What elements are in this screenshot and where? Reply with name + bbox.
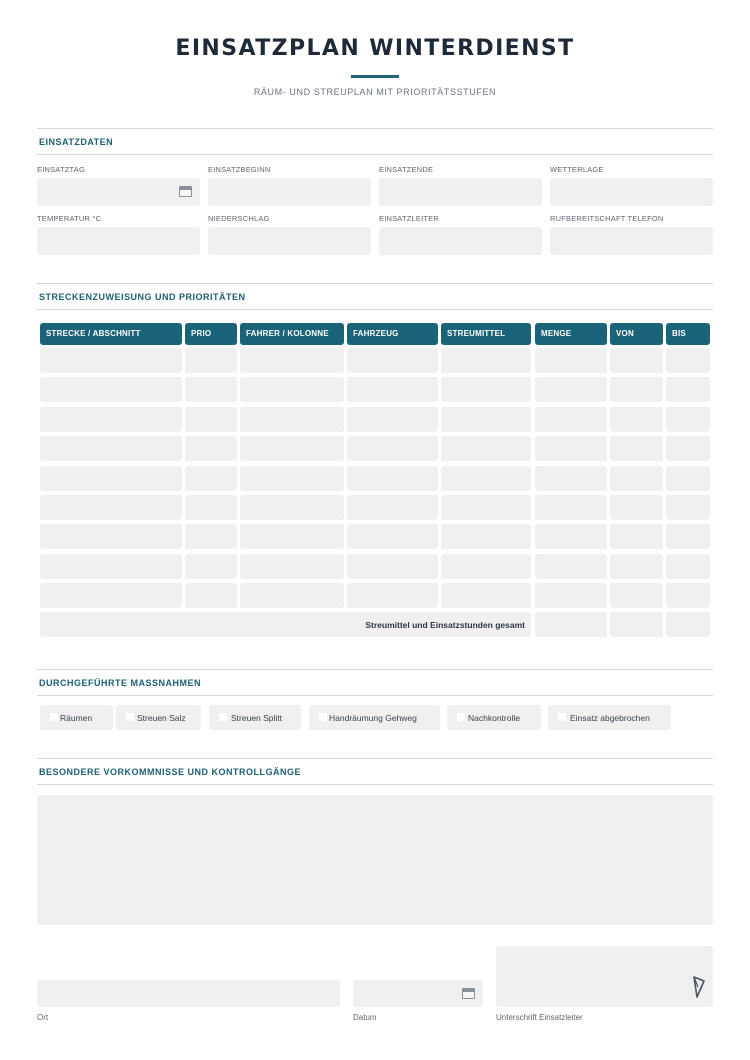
ort-field[interactable] — [37, 980, 340, 1007]
table-cell-fahrer[interactable] — [240, 583, 344, 608]
column-header-von: VON — [610, 323, 663, 345]
vorkommnisse-textarea[interactable] — [37, 795, 713, 925]
table-cell-menge[interactable] — [535, 466, 607, 491]
table-cell-prio[interactable] — [185, 436, 237, 461]
checkbox-label: Streuen Salz — [137, 713, 186, 723]
table-cell-menge[interactable] — [535, 436, 607, 461]
table-cell-prio[interactable] — [185, 554, 237, 579]
table-cell-von[interactable] — [610, 407, 663, 432]
table-cell-bis[interactable] — [666, 348, 710, 373]
total-label: Streumittel und Einsatzstunden gesamt — [40, 612, 531, 637]
total-cell-menge[interactable] — [535, 612, 607, 637]
table-cell-menge[interactable] — [535, 407, 607, 432]
table-cell-von[interactable] — [610, 524, 663, 549]
table-cell-streumittel[interactable] — [441, 524, 531, 549]
table-cell-strecke[interactable] — [40, 495, 182, 520]
table-cell-fahrzeug[interactable] — [347, 348, 438, 373]
checkbox-box[interactable] — [558, 713, 566, 721]
table-cell-strecke[interactable] — [40, 348, 182, 373]
table-cell-von[interactable] — [610, 466, 663, 491]
table-cell-fahrer[interactable] — [240, 524, 344, 549]
wetterlage-field[interactable] — [550, 178, 713, 206]
einsatzleiter-field[interactable] — [379, 227, 542, 255]
table-cell-fahrzeug[interactable] — [347, 583, 438, 608]
document-subtitle: RÄUM- UND STREUPLAN MIT PRIORITÄTSSTUFEN — [253, 87, 497, 97]
table-cell-fahrzeug[interactable] — [347, 466, 438, 491]
document-title: EINSATZPLAN WINTERDIENST — [175, 36, 575, 61]
wetterlage-label: WETTERLAGE — [550, 165, 604, 174]
table-cell-bis[interactable] — [666, 524, 710, 549]
checkbox-box[interactable] — [126, 713, 134, 721]
table-cell-bis[interactable] — [666, 377, 710, 402]
checkbox-label: Räumen — [60, 713, 93, 723]
table-cell-fahrer[interactable] — [240, 436, 344, 461]
section-heading: DURCHGEFÜHRTE MASSNAHMEN — [39, 678, 201, 688]
table-cell-menge[interactable] — [535, 348, 607, 373]
table-cell-streumittel[interactable] — [441, 495, 531, 520]
datum-label: Datum — [353, 1013, 377, 1022]
niederschlag-field[interactable] — [208, 227, 371, 255]
checkbox-handraeumung-gehweg[interactable] — [309, 705, 440, 730]
table-cell-menge[interactable] — [535, 377, 607, 402]
niederschlag-label: NIEDERSCHLAG — [208, 214, 270, 223]
section-vorkommnisse — [37, 758, 713, 785]
table-cell-strecke[interactable] — [40, 377, 182, 402]
table-cell-streumittel[interactable] — [441, 348, 531, 373]
table-cell-prio[interactable] — [185, 524, 237, 549]
table-cell-von[interactable] — [610, 436, 663, 461]
calendar-icon[interactable] — [462, 988, 475, 999]
temperatur-field[interactable] — [37, 227, 200, 255]
table-cell-strecke[interactable] — [40, 466, 182, 491]
table-cell-strecke[interactable] — [40, 407, 182, 432]
table-cell-von[interactable] — [610, 377, 663, 402]
table-cell-fahrer[interactable] — [240, 407, 344, 432]
temperatur-label: TEMPERATUR °C — [37, 214, 102, 223]
column-header-menge: MENGE — [535, 323, 607, 345]
table-cell-fahrzeug[interactable] — [347, 377, 438, 402]
title-underline — [351, 75, 399, 78]
checkbox-label: Einsatz abgebrochen — [570, 713, 650, 723]
einsatzende-label: EINSATZENDE — [379, 165, 434, 174]
table-cell-von[interactable] — [610, 583, 663, 608]
table-cell-fahrer[interactable] — [240, 377, 344, 402]
table-cell-fahrzeug[interactable] — [347, 524, 438, 549]
table-cell-strecke[interactable] — [40, 524, 182, 549]
column-header-prio: PRIO — [185, 323, 237, 345]
column-header-fahrer: FAHRER / KOLONNE — [240, 323, 344, 345]
checkbox-label: Streuen Splitt — [231, 713, 283, 723]
table-cell-strecke[interactable] — [40, 554, 182, 579]
einsatztag-field[interactable] — [37, 178, 200, 206]
checkbox-einsatz-abgebrochen[interactable] — [548, 705, 671, 730]
unterschrift-label: Unterschrift Einsatzleiter — [496, 1013, 583, 1022]
table-cell-prio[interactable] — [185, 377, 237, 402]
table-cell-fahrzeug[interactable] — [347, 407, 438, 432]
section-streckenzuweisung — [37, 283, 713, 310]
section-heading: STRECKENZUWEISUNG UND PRIORITÄTEN — [39, 292, 246, 302]
calendar-icon[interactable] — [179, 186, 192, 197]
checkbox-box[interactable] — [319, 713, 327, 721]
section-heading: EINSATZDATEN — [39, 137, 114, 147]
column-header-strecke: STRECKE / ABSCHNITT — [40, 323, 182, 345]
signature-field[interactable] — [496, 946, 713, 1007]
ort-label: Ort — [37, 1013, 49, 1022]
table-cell-streumittel[interactable] — [441, 466, 531, 491]
table-cell-fahrer[interactable] — [240, 554, 344, 579]
section-einsatzdaten — [37, 128, 713, 155]
table-cell-menge[interactable] — [535, 495, 607, 520]
checkbox-box[interactable] — [457, 713, 465, 721]
table-cell-streumittel[interactable] — [441, 436, 531, 461]
table-cell-menge[interactable] — [535, 583, 607, 608]
table-cell-bis[interactable] — [666, 407, 710, 432]
checkbox-box[interactable] — [219, 713, 227, 721]
table-cell-prio[interactable] — [185, 466, 237, 491]
section-heading: BESONDERE VORKOMMNISSE UND KONTROLLGÄNGE — [39, 767, 302, 777]
table-cell-fahrzeug[interactable] — [347, 436, 438, 461]
section-massnahmen — [37, 669, 713, 696]
einsatzleiter-label: EINSATZLEITER — [379, 214, 439, 223]
einsatzende-field[interactable] — [379, 178, 542, 206]
total-cell-von[interactable] — [610, 612, 663, 637]
table-cell-menge[interactable] — [535, 554, 607, 579]
table-cell-bis[interactable] — [666, 466, 710, 491]
einsatzbeginn-field[interactable] — [208, 178, 371, 206]
column-header-streumittel: STREUMITTEL — [441, 323, 531, 345]
datum-field[interactable] — [353, 980, 483, 1007]
table-cell-bis[interactable] — [666, 554, 710, 579]
table-cell-menge[interactable] — [535, 524, 607, 549]
table-cell-streumittel[interactable] — [441, 407, 531, 432]
table-cell-von[interactable] — [610, 348, 663, 373]
rufbereitschaft-field[interactable] — [550, 227, 713, 255]
table-cell-streumittel[interactable] — [441, 554, 531, 579]
table-cell-prio[interactable] — [185, 495, 237, 520]
checkbox-streuen-splitt[interactable] — [209, 705, 301, 730]
checkbox-label: Nachkontrolle — [468, 713, 520, 723]
einsatztag-label: EINSATZTAG — [37, 165, 85, 174]
table-cell-streumittel[interactable] — [441, 377, 531, 402]
column-header-fahrzeug: FAHRZEUG — [347, 323, 438, 345]
total-cell-bis[interactable] — [666, 612, 710, 637]
checkbox-nachkontrolle[interactable] — [447, 705, 541, 730]
table-cell-bis[interactable] — [666, 583, 710, 608]
table-cell-prio[interactable] — [185, 348, 237, 373]
rufbereitschaft-label: RUFBEREITSCHAFT TELEFON — [550, 214, 664, 223]
table-cell-fahrer[interactable] — [240, 466, 344, 491]
checkbox-raeumen[interactable] — [40, 705, 113, 730]
table-cell-fahrzeug[interactable] — [347, 554, 438, 579]
table-cell-bis[interactable] — [666, 436, 710, 461]
column-header-bis: BIS — [666, 323, 710, 345]
table-cell-fahrer[interactable] — [240, 348, 344, 373]
einsatzbeginn-label: EINSATZBEGINN — [208, 165, 271, 174]
table-cell-strecke[interactable] — [40, 583, 182, 608]
table-cell-von[interactable] — [610, 554, 663, 579]
checkbox-label: Handräumung Gehweg — [329, 713, 417, 723]
table-cell-strecke[interactable] — [40, 436, 182, 461]
table-cell-prio[interactable] — [185, 583, 237, 608]
table-cell-von[interactable] — [610, 495, 663, 520]
checkbox-streuen-salz[interactable] — [116, 705, 201, 730]
table-cell-streumittel[interactable] — [441, 583, 531, 608]
table-cell-prio[interactable] — [185, 407, 237, 432]
checkbox-box[interactable] — [50, 713, 58, 721]
table-cell-fahrzeug[interactable] — [347, 495, 438, 520]
table-cell-bis[interactable] — [666, 495, 710, 520]
table-cell-fahrer[interactable] — [240, 495, 344, 520]
pen-icon — [692, 975, 706, 999]
